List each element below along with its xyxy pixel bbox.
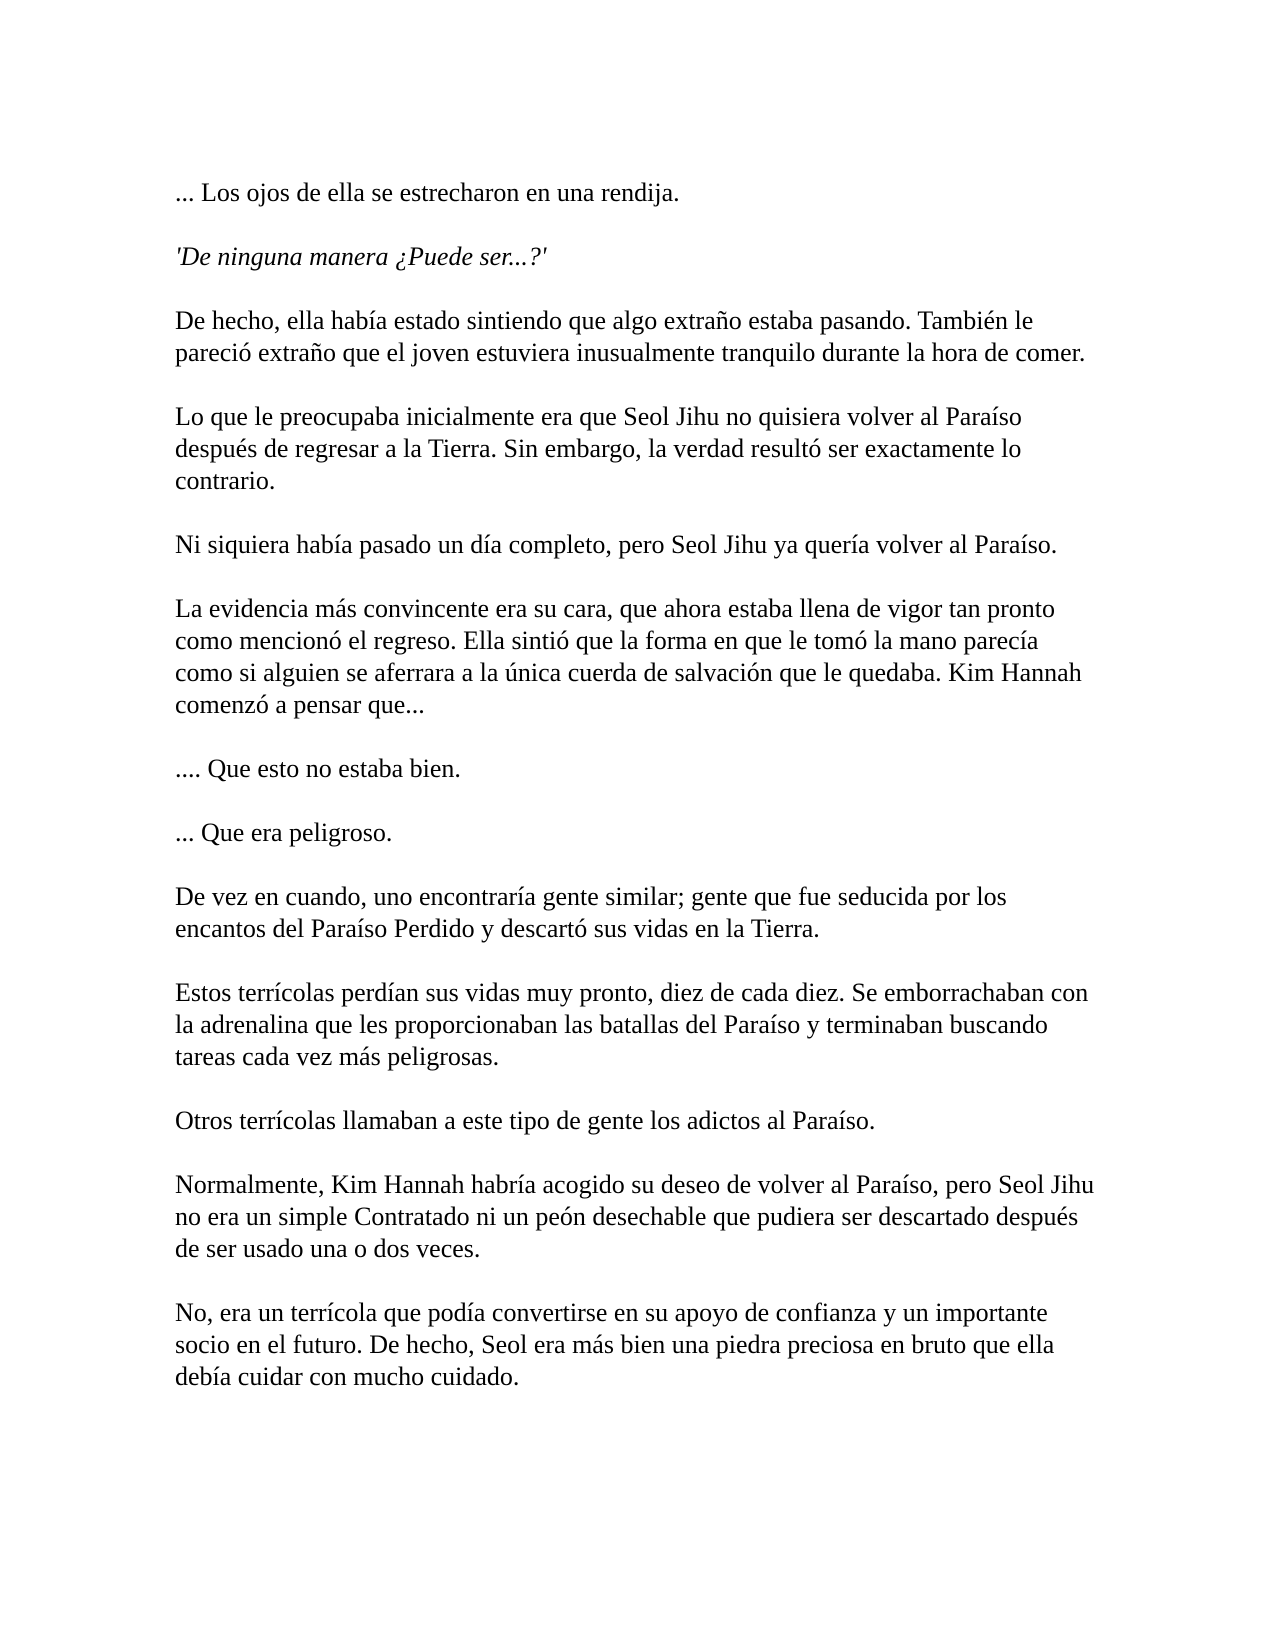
paragraph-6: La evidencia más convincente era su cara, que ahora estaba llena de vigor tan pronto como mencionó el regreso. Ella sintió que la forma en que le tomó la mano parecía como si alguien se aferrara a la única cuerda de salvación que le quedaba. Kim Hannah comenzó a pensar que... xyxy=(175,594,1082,719)
paragraph-13: No, era un terrícola que podía convertirse en su apoyo de confianza y un importante socio en el futuro. De hecho, Seol era más bien una piedra preciosa en bruto que ella debía cuidar con mucho cuidado. xyxy=(175,1298,1055,1391)
paragraph-5: Ni siquiera había pasado un día completo, pero Seol Jihu ya quería volver al Paraíso. xyxy=(175,530,1058,559)
paragraph-12: Normalmente, Kim Hannah habría acogido su deseo de volver al Paraíso, pero Seol Jihu no era un simple Contratado ni un peón desechable que pudiera ser descartado después de ser usado una o dos veces. xyxy=(175,1170,1095,1263)
paragraph-1: ... Los ojos de ella se estrecharon en una rendija. xyxy=(175,178,680,207)
paragraph-8: ... Que era peligroso. xyxy=(175,818,393,847)
document-body xyxy=(175,177,1095,1425)
paragraph-3: De hecho, ella había estado sintiendo que algo extraño estaba pasando. También le pareció extraño que el joven estuviera inusualmente tranquilo durante la hora de comer. xyxy=(175,306,1086,367)
paragraph-4: Lo que le preocupaba inicialmente era que Seol Jihu no quisiera volver al Paraíso después de regresar a la Tierra. Sin embargo, la verdad resultó ser exactamente lo contrario. xyxy=(175,402,1022,495)
paragraph-11: Otros terrícolas llamaban a este tipo de gente los adictos al Paraíso. xyxy=(175,1106,876,1135)
paragraph-2-thought: 'De ninguna manera ¿Puede ser...?' xyxy=(175,242,547,271)
paragraph-9: De vez en cuando, uno encontraría gente similar; gente que fue seducida por los encantos del Paraíso Perdido y descartó sus vidas en la Tierra. xyxy=(175,882,1007,943)
paragraph-7: .... Que esto no estaba bien. xyxy=(175,754,461,783)
paragraph-10: Estos terrícolas perdían sus vidas muy pronto, diez de cada diez. Se emborrachaban con la adrenalina que les proporcionaban las batallas del Paraíso y terminaban buscando tareas cada vez más peligrosas. xyxy=(175,978,1089,1071)
